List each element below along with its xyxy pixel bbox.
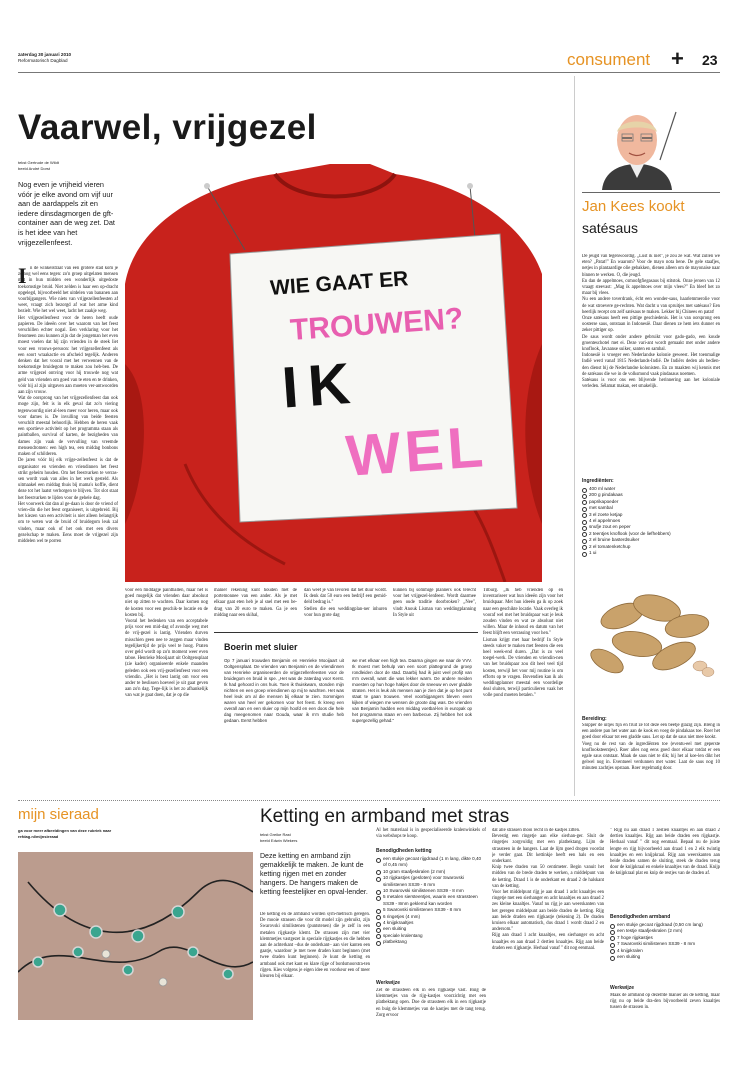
boerin-title: Boerin met sluier bbox=[224, 642, 298, 652]
material-item: 4 knijpkraaltjes bbox=[376, 920, 486, 926]
article-col-6: Tilburg. „Ik heb vrienden op en inventariseer wat hun ideeën zijn voor het bruidspaar. Met hun ideeën ga ik op zoek naar een geschikte locatie. Vaak overleg ik vooraf wel met het bruidspaar wat je leuk zouden vinden en wat ze absoluut niet willen. Maar de inhoud en datum van het feest blijft een verrassing voor hen." Lisman krijgt met haar bedrijf In Style steeds vaker te maken met feesten die een heel week-end duren. „Dat is zo veel toegel-werk. De vrienden en vriendin-nen van het bruidspaar zou dit heel veel tijd kosten, terwijl het voor mij routine is om efforts op te vragen. Bovendien kan ik als weddingplanner meestal een voordelige deal sluiten, terwijl particulieren vaak het volle pond moeten betalen." bbox=[483, 588, 563, 699]
ingredients-list bbox=[582, 486, 720, 556]
byline-photo: beeld André Dorst bbox=[18, 166, 51, 171]
material-item: 7 Swarovski similistenen SS39 - 8 mm bbox=[610, 941, 720, 947]
material-item: platbektang bbox=[376, 939, 486, 945]
sign-line-3: IK bbox=[279, 350, 363, 421]
material-item: een sluiting bbox=[376, 926, 486, 932]
material-item: 6 ringetjes (4 mm) bbox=[376, 914, 486, 920]
material-item: 7 hoge rijgkastjes bbox=[610, 935, 720, 941]
rubric-title: mijn sieraad bbox=[18, 806, 99, 823]
material-item: een sluiting bbox=[610, 954, 720, 960]
material-item: 10 Swarovski similistenen SS39 - 8 mm bbox=[376, 888, 486, 894]
jewelry-photo bbox=[18, 852, 253, 1020]
material-item: 5 metalen siersteentjes, waarin een strassteen SS39 - 8mm geklemd kan worden bbox=[376, 894, 486, 907]
sign-line-1: WIE GAAT ER bbox=[269, 267, 410, 300]
material-item: 5 Swarovski similistenen SS39 - 8 mm bbox=[376, 907, 486, 913]
section-label: consument bbox=[567, 50, 651, 69]
necklace-materials bbox=[376, 856, 486, 946]
article-col-3: manier rekening kunt houden met de portemonnee van een ander. Als je met elkaar gaat eten heb je al snel met een be-drag van 20 euro te maken. Ga je een middag naar een skihal, bbox=[214, 588, 297, 618]
boerin-left: Op 7 januari trouwden Benjamin en Henrieke Mooijaart uit Ooltgensplaat. De vrienden van Benjamin en de vriendinnen van Henrieke organiseerden de vrijgezellenfeesten voor de bruidegom en bruid in spe. „Het was de zaterdag voor Kerst. Ik had gehoord in ons huis. Toen ik thuiskwam, stonden mijn nichten en een groep vriendinnen op mij te wachten. Het was heel leuk om al die mensen bij elkaar te zien. Sommigen waren van heel ver gekomen voor het feest. Ik kreeg een overall aan en een sluier op mijn hoofd en een doos die hele dag meegenomen naar Gouda, waar ik m'n studie heb gedaan. Eerst hebben bbox=[224, 658, 344, 723]
prep-title: Bereiding: bbox=[582, 716, 607, 722]
necklace-method-title: Werkwijze bbox=[376, 980, 401, 986]
article-col-5: kunnen bij sommige planners ook terecht voor het vrijgezel-lenfeest. Wordt daarmee geen oude traditie doorbroken? „Nee", vindt Anouk Lisman van weddingplanning In Style uit bbox=[393, 588, 476, 618]
peanuts-photo bbox=[582, 576, 720, 686]
material-item: een testje staafjeskralen (2 mm) bbox=[610, 928, 720, 934]
sign-line-4: WEL bbox=[343, 414, 489, 489]
prep-body: Snipper de uitjes fijn en fruit ze tot deze een beetje glazig zijn. Breng in een andere pan het water aan de kook en voeg de pindakaas toe. Roer het goed door elkaar tot een gladde saus. Let op dat de saus niet mee kookt. Voeg nu de rest van de ingrediënten toe (eventu-eel met geperste knoflooksteentjes). Roer alles nog eens goed door elkaar totdat er een egale saus ontstaat. Maak de saus niet te dik; hij het al koe-len dikt het gelwel nog in. Eventueel verdunnen met water. Laat de saus nog 10 minuten zachtjes opstaan. Roer regelmatig door. bbox=[582, 723, 720, 772]
material-item: speciale kralentang bbox=[376, 933, 486, 939]
columnist-name: Jan Kees kookt bbox=[582, 198, 685, 215]
byline-text: tekst Gertrude de Wildt bbox=[18, 160, 59, 165]
jewelry-byline-photo: beeld Edwin Wiekers bbox=[260, 838, 298, 843]
article-col-4: dan weet je van tevoren dat het duur wordt. Ik denk dat 50 euro een bedrijf een gemid-deld bedrag is." Stellen die een weddingplan-ner inhuren voor hun grote dag bbox=[304, 588, 387, 618]
ingredient-item: 1 ui bbox=[582, 550, 720, 556]
columnist-rule bbox=[582, 192, 720, 193]
columnist-topic: satésaus bbox=[582, 220, 639, 236]
bracelet-method: Maak de armband op dezelfde manier als de ketting, maar rijg nu op beide dra-den bijvoorbeeld zeven knaaltjes tussen de strassen in. bbox=[610, 993, 720, 1011]
material-item: 4 knijpkralen bbox=[610, 948, 720, 954]
rubric-note: ga voor meer afbeeldingen van deze rubriek naar refdag.nl/mijnsieraad bbox=[18, 828, 112, 839]
ingredient-item: 2 el tomatenketchup bbox=[582, 544, 720, 550]
article-title: Vaarwel, vrijgezel bbox=[18, 108, 317, 147]
ingredient-item: paprikapoeder bbox=[582, 499, 720, 505]
material-item: een stukje gecoat rijgdraad (1 m lang, dikte 0,40 of 0,45 mm) bbox=[376, 856, 486, 869]
bracelet-materials bbox=[610, 922, 720, 960]
jewelry-col-2-top: Al het materiaal is in gespecialiseerde kralenwinkels of via webshops te koop. bbox=[376, 828, 486, 840]
jewelry-intro: Deze ketting en armband zijn gemakkelijk te maken. Je kunt de ketting rijgen met en zonder hangers. De hangers maken de ketting feestelijker en opval-lender. bbox=[260, 853, 368, 896]
ingredient-item: 2 teentjes knoflook (voor de liefhebbers) bbox=[582, 531, 720, 537]
boerin-rule bbox=[214, 632, 478, 633]
ingredient-item: 400 ml water bbox=[582, 486, 720, 492]
ingredient-item: 2 el bruine basterdsuiker bbox=[582, 537, 720, 543]
material-item: een stukje gecoat rijgdraad (0,50 cm lang) bbox=[610, 922, 720, 928]
header-date: zaterdag 30 januari 2010 bbox=[18, 52, 72, 57]
header-paper: Reformatorisch Dagblad bbox=[18, 58, 68, 63]
section-divider bbox=[18, 800, 720, 801]
dropcap: I bbox=[18, 263, 27, 288]
page-number: 23 bbox=[702, 52, 718, 68]
ingredients-title: Ingrediënten: bbox=[582, 478, 614, 484]
plus-icon: + bbox=[671, 46, 684, 71]
jewelry-col-3: dat alle strassen mooi recht in de kastjes zitten. Bevestig een ringetje aan elke sierhan-ger. Sluit de ringetjes zorgvuldig met een platbektang. Lijm de strassteen in de hangers. Laat de lijm goed drogen voordat je verder gaat. Dit kettinkje heeft een hals en een onderkant. Knip twee draden van 50 centimeter. Begin vanuit het midden van de brede draden te werken, a middelpunt van de ketting. Draad 1 is de onderkant en draad 2 de halskant van de ketting. Voor het middelpunt rijg je aan draad 1 acht knaaltjes een ringetje met een sierhanger en acht knaaltjes en aan draad 2 zes kleine knaaltjes. Vanaf nu rijg je aan weerskanten van het geregen middelpunt aan beide draden de ketting. Rijg aan beide draden een rijgkastje (tekening 2). De draden kruisen elkaar automatisch, dus draad 1 wordt draad 2 en andersom." Rijg aan draad 1 acht knaaltjes, een sierhanger en acht knaaltjes en aan draad 2 dertien knaaltjes. Rijg aan beide draden een rijgkastje. Herhaal vanaf " dit nog eenmaal. bbox=[492, 828, 604, 951]
columnist-photo bbox=[582, 108, 692, 190]
bracelet-materials-title: Benodigdheden armband bbox=[610, 914, 671, 920]
article-col-1: n de winkelstraat van een grotere stad kom je ze nog wel eens tegen: zo'n groep uitgelaten mensen met in hun midden een wonderlijk uitgedoste toekomstige bruid. Niet zelden is haar een op-dracht opgelegd, bijvoorbeeld het uitdelen van bananen aan voorbijgangers. Wie niets van vrijgezellenfeesten af weet, vraagt zich bezorgd af wat het arme kind bezielt. Wie het wel weet, lacht het zaakje weg. Het vrijgezellenfeest voor de heren heeft oude papieren. De ideeën over het waarom van het feest verschillen echter nogal. Een verklaring voor het fenomeen zou kunnen zijn dat de jongeman het even moest voelen dat hij zijn vrienden in de steek liet voor een vrouws-persoon: het vrijgezellenfeest als een soort wraakactie en afscheid tegelijk. Anderen denken dat het vooral met het verwennen van de toekomstige bruidegom te maken zou heb-ben. De arme vrijgezel ontving voor hij trouwde nog wat geld van vrienden om goed van te eten en te drinken, vóór hij al zijn uitgaven aan moeten ver-antwoorden aan zijn vrouw. Wat de oorsprong van het vrijgezellenfeest dan ook moge zijn, feit is in elk geval dat zo'n viering tegenwoordig niet al-leen meer voor heren, maar ook voor dames is. De invulling van beide feesten verschilt meestal behoorlijk. Hebben de heren vaak een sportieve activiteit op het programma staan als paintballen, survival of karten, de bezigheden van dames zijn vaak de vervulling van vreemde mensendromen: een high tea, een middag bonbons maken of schilderen. De jaren vóór bij elk vrijge-zellenfeest is dat de organisator en vrienden en vriendinnen het feest strikt geheim houden. Om het feestvarken te verras-sen wordt vaak van alles in het werk gesteld. Als uitmaakel een middag thuis bij mama's koffie, dient deze tot het laatst verborgen te blijven. Tot slot staat het feestvarken te lijden voor de gehele dag. Het voorwerk dat dan al ge-daan is door de vriend of vrien-din die het feest organiseert, is uitgebreid. Bij het kiezen van een activiteit is niet alleen belangrijk om te weten wat de bruid of bruidegom leuk zal vinden, maar ook of het ook met een divers gezelschap te maken. Eens moet de vrijgezel zijn middelen wel te porren bbox=[18, 266, 118, 544]
ingredient-item: 200 g pindakaas bbox=[582, 492, 720, 498]
necklace-materials-title: Benodigdheden ketting bbox=[376, 848, 432, 854]
jewelry-col-4-top: " Rijg nu aan draad 1 zestien knaaltjes en aan draad 2 dertien knaaltjes. Rijg aan beide draden een rijgkastje. Herhaal vanaf " dit nog eenmaal. Bepaal nu de juiste lengte en rijg bijvoorbeeld aan draad 1 en 2 elk twintig knaaltjes en een knijpkraal. Rijg aan weerskanten aan beide draden samen de sluiting, steek de draden terug door de knijpkraal en enkele knaaltjes van de draad. Knijp de knijpkraal plat en knip de restjes van de draden af. bbox=[610, 828, 720, 877]
jewelry-title: Ketting en armband met stras bbox=[260, 806, 510, 827]
article-intro: Nog even je vrijheid vieren vóór je elke avond om vijf uur aan de aardappels zit en iedere dinsdagmorgen de gft-container aan de weg zet. Dat is het idee van het vrijgezellenfeest. bbox=[18, 180, 115, 247]
material-item: 10 rijgkastjes (gesloten) voor Swarovski similistenen SS39 - 8 mm bbox=[376, 875, 486, 888]
article-col-2: voor een middagje paintballen, maar het is goed mogelijk dat vrienden daar absoluut niet op zitten te wachten. Daar komen nog de kosten voor een geschik-te locatie en de kosten bij. Vooral het bedenken van een acceptabele prijs voor een mid-dag of avondje weg met de vrij-gezel is lastig. Vrienden durven misschien geen nee te zeggen maar vinden tegelijkertijd de prijs veel te hoog. Praten over geld wordt op zo'n moment weer even taboe. Henrieke Mooijaart uit Ooltgensplaat (zie kader) organiseerde enkele maanden geleden ook een vrij-gezellenfeest voor een vriendin. „Het is best lastig om voor een ander te beslissen hoeveel je uit gaat geven aan zo'n dag. Tege-lijk is het zo afhankelijk van wat je gaat doen, dat je op die bbox=[125, 588, 208, 699]
jewelry-col-1: De ketting en de armband worden sym-metrisch geregen. De mooie strassen die voor dit model zijn gebruikt, zijn Swarovski similistenen (puntstenen) die je zelf in een metalen rijgkastje klemt. De strassen zijn met vier klemmetjes vastgezet in speciale rijgkastjes en die hebben aan de achterkant –dus de onderkant– aan vier kanten een gaatje, waardoor je met twee draden kunt beginnen (met twee draden kunt beginnen). Je kunt de ketting en armband ook met kant en klare rijge of bordsmoorstra-ten rijgen. Kies volgens je eigen idee en voorkeur een of meer kleuren bij elkaar. bbox=[260, 912, 370, 980]
columnist-body: De jeugd van tegenwoordig. „Lust ik niet", je zou ze wat. Wat zullen we eten? „Patat!" En waarom? Voor de mayo nota bene. De gele staafjes, netjes in plantaardige olie gebakken, dienen alleen om de mayonaise naar binnen te werken. O, die jeugd. En dan de appelmoes, csmoofgfiegasaus bij stitstok. Onze jeroen van 12 vraagt steevast: „Mag ik appelmoes over mijn vlees?" En bleef het zo maar bij vlees. Nu een andere toverdrank, écht een wonder-saus, haarlemmerolie voor de wat stroevere ge-rechten. Wat dacht u van spruitjes met satésaus? Een heerlijk recept om zelf satésaus te maken. Lekker bij Chinees en patat! Onze satésaus heeft een pittige geschiedenis. Het is van oorsprong een oosterse saus, ontstaan in Indonesië. Daar dienen ze hem iets dunner en zeker pittiger op. De saus wordt onder andere gebruikt voor gado-gado, een koude groenteschotel met ei. Deze vari-ant wordt gemaakt met onder andere knoflook, Javaanse suiker, santen en sambal. Indonesië is vroeger een Nederlandse kolonie geweest. Het toenmalige Indië werd vanaf 1815 Nederlands-Indië. De Indiërs deden als bedien-den dienst bij de Nederlandse kolonisten. En zo maakten wij kennis met de satésaus die we in de volksmond vaak pindasaus noemen. Satésaus is voor ons een blijvende herinnering aan het koloniale verleden. Sélamat makan, eet smakelijk. bbox=[582, 254, 720, 390]
header-rule bbox=[18, 72, 720, 73]
ingredient-item: 4 el appelmoes bbox=[582, 518, 720, 524]
necklace-method: Zet de strassteen elk in een rijgkastje vast. Buig de klemmetjes van de rijg-kastjes voorzichtig met een platbektang open. Doe de strassteen elk in een rijgkastje en buig de klemmetjes van de kastjes met de tang terug. Zorg ervoor bbox=[376, 988, 486, 1018]
boerin-right: we met elkaar een high tea. Daarna gingen we naar de VVV. Ik moest met behulp van een soort plattegrond de groep rondleiden door de stad. Daarbij had ik juist veel profijt van m'n overall, want die was lekker warm. De andere meiden moesten op hun hoge hakjes door de sneeuw en over gladde straten. Het is leuk als mensen aan je zien dat je op het punt staat te gaan trouwen. Veel voorbijgangers bleven even kijken of wiegen me wensen de groote dag was. De vrienden van Benjamin hadden een middag voetbal-len in europak op het programma staan en een barbecue. Zij hebben het ook supergezellig gehad." bbox=[352, 658, 472, 723]
sign-line-2: TROUWEN? bbox=[289, 301, 465, 348]
material-item: 10 gram staafjeskralen (2 mm) bbox=[376, 869, 486, 875]
bracelet-method-title: Werkwijze bbox=[610, 985, 635, 991]
ingredient-item: 3 el zoete ketjap bbox=[582, 512, 720, 518]
ingredient-item: snufje zout en peper bbox=[582, 524, 720, 530]
ingredient-item: met sambal bbox=[582, 505, 720, 511]
column-divider bbox=[574, 76, 575, 796]
jewelry-byline-text: tekst Greike Rast bbox=[260, 832, 291, 837]
